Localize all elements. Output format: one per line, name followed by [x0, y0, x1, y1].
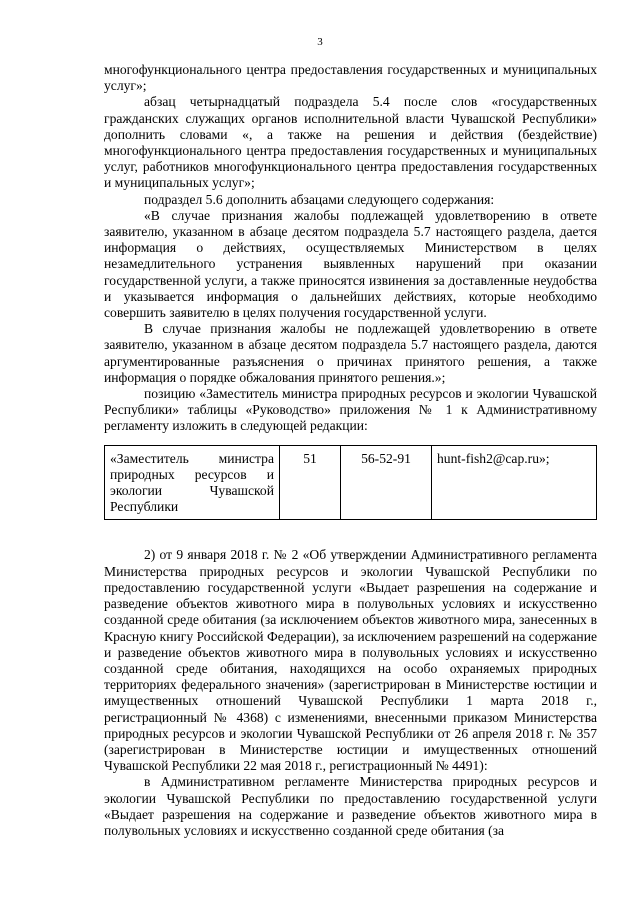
- paragraph: подраздел 5.6 дополнить абзацами следующего содержания:: [144, 191, 495, 207]
- document-body: [104, 62, 597, 839]
- paragraph: «В случае признания жалобы подлежащей удовлетворению в ответе заявителю, указанном в абзаце десятом подраздела 5.7 настоящего раздела, дается информация о действиях, осуществляемых Министерством в целях незамедлительного устранения выявленных нарушений при оказании государственной услуги, а также приносятся извинения за доставленные неудобства и указывается информация о дальнейших действиях, которые необходимо совершить заявителю в целях получения государственной услуги.: [104, 207, 597, 321]
- paragraph: позицию «Заместитель министра природных ресурсов и экологии Чувашской Республики» таблицы «Руководство» приложения № 1 к Административному регламенту изложить в следующей редакции:: [104, 386, 597, 434]
- table-cell-phone: 56-52-91: [341, 445, 432, 520]
- spacer: [104, 520, 597, 547]
- table-cell-office: 51: [280, 445, 341, 520]
- paragraph: В случае признания жалобы не подлежащей удовлетворению в ответе заявителю, указанном в абзаце десятом подраздела 5.7 настоящего раздела, даются аргументированные разъяснения о причинах принятого решения, а также информация о порядке обжалования принятого решения.»;: [104, 321, 597, 385]
- leadership-table: [104, 445, 597, 521]
- table-cell-position: «Заместитель министра природных ресурсов и экологии Чувашской Республики: [105, 445, 280, 520]
- paragraph: многофункционального центра предоставления государственных и муниципальных услуг»;: [104, 62, 597, 94]
- table-cell-email: hunt-fish2@cap.ru»;: [432, 445, 597, 520]
- paragraph: абзац четырнадцатый подраздела 5.4 после слов «государственных гражданских служащих органов исполнительной власти Чувашской Республики» дополнить словами «, а также на решения и действия (бездействие) многофункционального центра предоставления государственных и муниципальных услуг, работников многофункционального центра предоставления государственных и муниципальных услуг»;: [104, 94, 597, 191]
- table-row: [105, 445, 597, 520]
- paragraph: 2) от 9 января 2018 г. № 2 «Об утверждении Административного регламента Министерства природных ресурсов и экологии Чувашской Республики по предоставлению государственной услуги «Выдает разрешения на содержание и разведение объектов животного мира в полувольных условиях и искусственно созданной среде обитания (за исключением объектов животного мира, занесенных в Красную книгу Российской Федерации), за исключением разрешений на содержание и разведение объектов животного мира в полувольных условиях и искусственно созданной среде обитания, находящихся на особо охраняемых природных территориях федерального значения» (зарегистрирован в Министерстве юстиции и имущественных отношений Чувашской Республики 1 марта 2018 г., регистрационный № 4368) с изменениями, внесенными приказом Министерства природных ресурсов и экологии Чувашской Республики от 26 апреля 2018 г. № 357 (зарегистрирован в Министерстве юстиции и имущественных отношений Чувашской Республики 22 мая 2018 г., регистрационный № 4491):: [104, 547, 597, 774]
- paragraph: в Административном регламенте Министерства природных ресурсов и экологии Чувашской Республики по предоставлению государственной услуги «Выдает разрешения на содержание и разведение объектов животного мира в полувольных условиях и искусственно созданной среде обитания (за: [104, 774, 597, 838]
- page-number: 3: [317, 36, 323, 48]
